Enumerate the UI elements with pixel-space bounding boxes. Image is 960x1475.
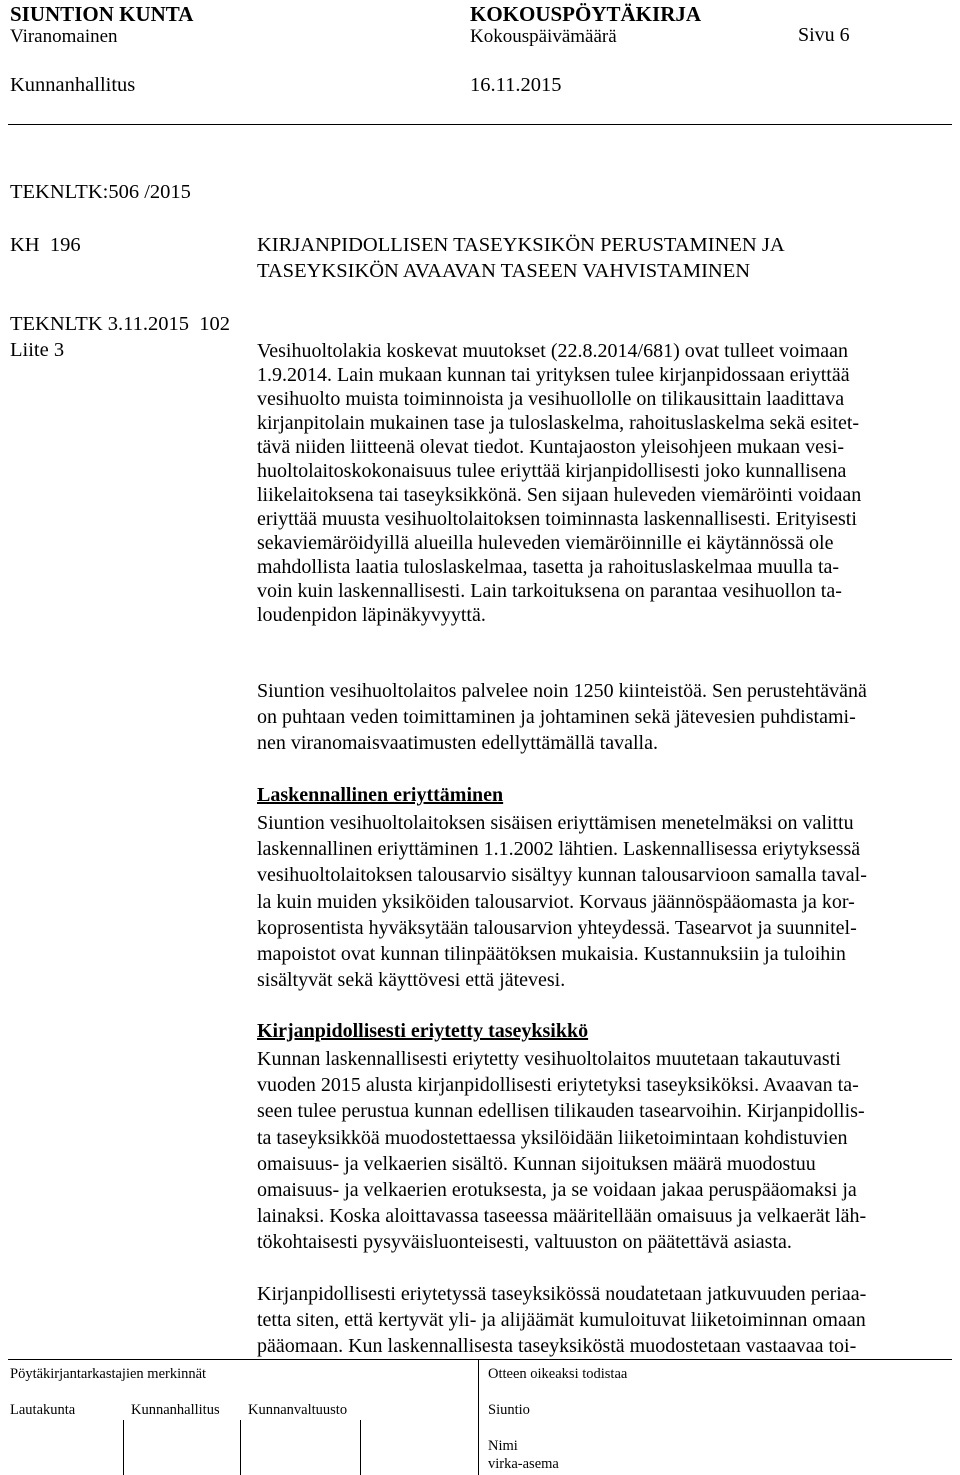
checkers-label: Pöytäkirjantarkastajien merkinnät (10, 1366, 207, 1382)
paragraph-2 (257, 678, 947, 756)
text-line: 1.9.2014. Lain mukaan kunnan tai yrityksen tulee kirjanpidossaan eriyttää (257, 364, 850, 386)
footer-col-municipal-board: Kunnanhallitus (131, 1402, 220, 1418)
text-line: lainaksi. Koska aloittavassa taseessa määritellään omaisuus ja velkaerät läh- (257, 1205, 867, 1228)
text-line: koprosentista hyväksytään talousarvion yhteydessä. Tasearvot ja suunnitel- (257, 916, 857, 939)
text-line: mapoistot ovat kunnan tilinpäätöksen mukaisia. Kustannuksiin ja tuloihin (257, 943, 846, 966)
text-line: kirjanpitolain mukainen tase ja tuloslaskelma, rahoituslaskelma sekä esitet- (257, 412, 860, 434)
text-line: la kuin muiden yksiköiden talousarviot. Korvaus jäännöspääomasta ja kor- (257, 890, 855, 913)
footer-position-label: virka-asema (488, 1456, 559, 1472)
text-line: vesihuoltolaitoksen talousarvio sisältyy kunnan talousarvioon samalla taval- (257, 864, 867, 887)
footer-place: Siuntio (488, 1402, 530, 1418)
text-line: huoltolaitoskokonaisuus tulee eriyttää kirjanpidollisesti joko kunnallisena (257, 460, 847, 482)
paragraph-3 (257, 810, 947, 993)
footer-col-divider-1 (123, 1420, 124, 1475)
kh-number: KH 196 (10, 234, 81, 256)
attachment-label: Liite 3 (10, 339, 65, 361)
meeting-date-label: Kokouspäivämäärä (470, 26, 617, 47)
text-line: sisältyvät sekä käyttövesi että jätevesi. (257, 969, 566, 992)
text-line: Vesihuoltolakia koskevat muutokset (22.8.2014/681) ovat tulleet voimaan (257, 340, 849, 362)
footer-col-council: Kunnanvaltuusto (248, 1402, 348, 1418)
document-type: KOKOUSPÖYTÄKIRJA (470, 2, 702, 26)
text-line: tävä niiden liitteenä olevat tiedot. Kuntajaoston yleisohjeen mukaan vesi- (257, 436, 845, 458)
text-line: pääomaan. Kun laskennallisesta taseyksiköstä muodostetaan vastaavaa toi- (257, 1335, 857, 1357)
text-line: sekaviemäröidyillä alueilla huleveden viemäröinnille ei käytännössä ole (257, 532, 834, 554)
footer-col-divider-2 (240, 1420, 241, 1475)
case-reference: TEKNLTK:506 /2015 (10, 181, 191, 203)
paragraph-4 (257, 1046, 947, 1256)
text-line: omaisuus- ja velkaerien sisältö. Kunnan sijoituksen määrä muodostuu (257, 1152, 816, 1175)
text-line: tökohtaisesti pysyväisluonteisesti, valtuuston on päätettävä asiasta. (257, 1231, 792, 1254)
footer-col-board: Lautakunta (10, 1402, 76, 1418)
municipality-name: SIUNTION KUNTA (10, 2, 194, 26)
header-divider (8, 124, 952, 125)
text-line: seen tulee perustua kunnan edellisen tilikauden tasearvoihin. Kirjanpidollis- (257, 1100, 865, 1123)
section-heading-calculated-separation: Laskennallinen eriyttäminen (257, 784, 504, 806)
text-line: Kunnan laskennallisesti eriytetty vesihuoltolaitos muutetaan takautuvasti (257, 1048, 841, 1070)
text-line: nen viranomaisvaatimusten edellyttämällä tavalla. (257, 732, 658, 754)
text-line: liikelaitoksena tai taseyksikkönä. Sen sijaan huleveden viemäröinti voidaan (257, 484, 862, 506)
text-line: loudenpidon läpinäkyvyyttä. (257, 604, 486, 626)
authority-value: Kunnanhallitus (10, 74, 136, 96)
case-title-line-1: KIRJANPIDOLLISEN TASEYKSIKÖN PERUSTAMINEN JA (257, 234, 785, 256)
teknltk-reference: TEKNLTK 3.11.2015 102 (10, 313, 230, 335)
text-line: Siuntion vesihuoltolaitos palvelee noin 1250 kiinteistöä. Sen perustehtävänä (257, 680, 867, 702)
text-line: Kirjanpidollisesti eriytetyssä taseyksikössä noudatetaan jatkuvuuden periaa- (257, 1283, 867, 1305)
case-title-line-2: TASEYKSIKÖN AVAAVAN TASEEN VAHVISTAMINEN (257, 260, 751, 282)
text-line: mahdollista laatia tuloslaskelmaa, tasetta ja rahoituslaskelmaa muulla ta- (257, 556, 840, 578)
text-line: omaisuus- ja velkaerien erotuksesta, ja se voidaan jakaa peruspääomaksi ja (257, 1179, 857, 1202)
text-line: eriyttää muusta vesihuoltolaitoksen toiminnasta laskennallisesti. Erityisesti (257, 508, 857, 530)
text-line: laskennallinen eriyttäminen 1.1.2002 lähtien. Laskennallisessa eriytyksessä (257, 838, 861, 861)
text-line: vuoden 2015 alusta kirjanpidollisesti eriytetyksi taseyksiköksi. Avaavan ta- (257, 1074, 859, 1097)
authority-label: Viranomainen (10, 26, 118, 47)
text-line: voin kuin laskennallisesti. Lain tarkoituksena on parantaa vesihuollon ta- (257, 580, 842, 602)
footer-top-border (8, 1359, 952, 1360)
text-line: ta taseyksikköä muodostettaessa yksilöidään liiketoimintaan kohdistuvien (257, 1126, 848, 1149)
section-heading-balance-unit: Kirjanpidollisesti eriytetty taseyksikkö (257, 1020, 589, 1042)
text-line: on puhtaan veden toimittaminen ja johtaminen sekä jätevesien puhdistami- (257, 706, 856, 728)
footer-name-label: Nimi (488, 1438, 518, 1454)
page-number: Sivu 6 (798, 24, 850, 46)
text-line: vesihuolto muista toiminnoista ja vesihuollolle on tilikausittain laadittava (257, 388, 845, 410)
footer-col-divider-3 (360, 1420, 361, 1475)
footer-column-divider (478, 1359, 479, 1475)
certified-label: Otteen oikeaksi todistaa (488, 1366, 628, 1382)
text-line: Siuntion vesihuoltolaitoksen sisäisen eriyttämisen menetelmäksi on valittu (257, 812, 854, 834)
paragraph-1 (257, 339, 947, 627)
paragraph-5 (257, 1281, 947, 1359)
meeting-date-value: 16.11.2015 (470, 74, 562, 96)
text-line: tetta siten, että kertyvät yli- ja alijäämät kumuloituvat liiketoiminnan omaan (257, 1309, 866, 1331)
